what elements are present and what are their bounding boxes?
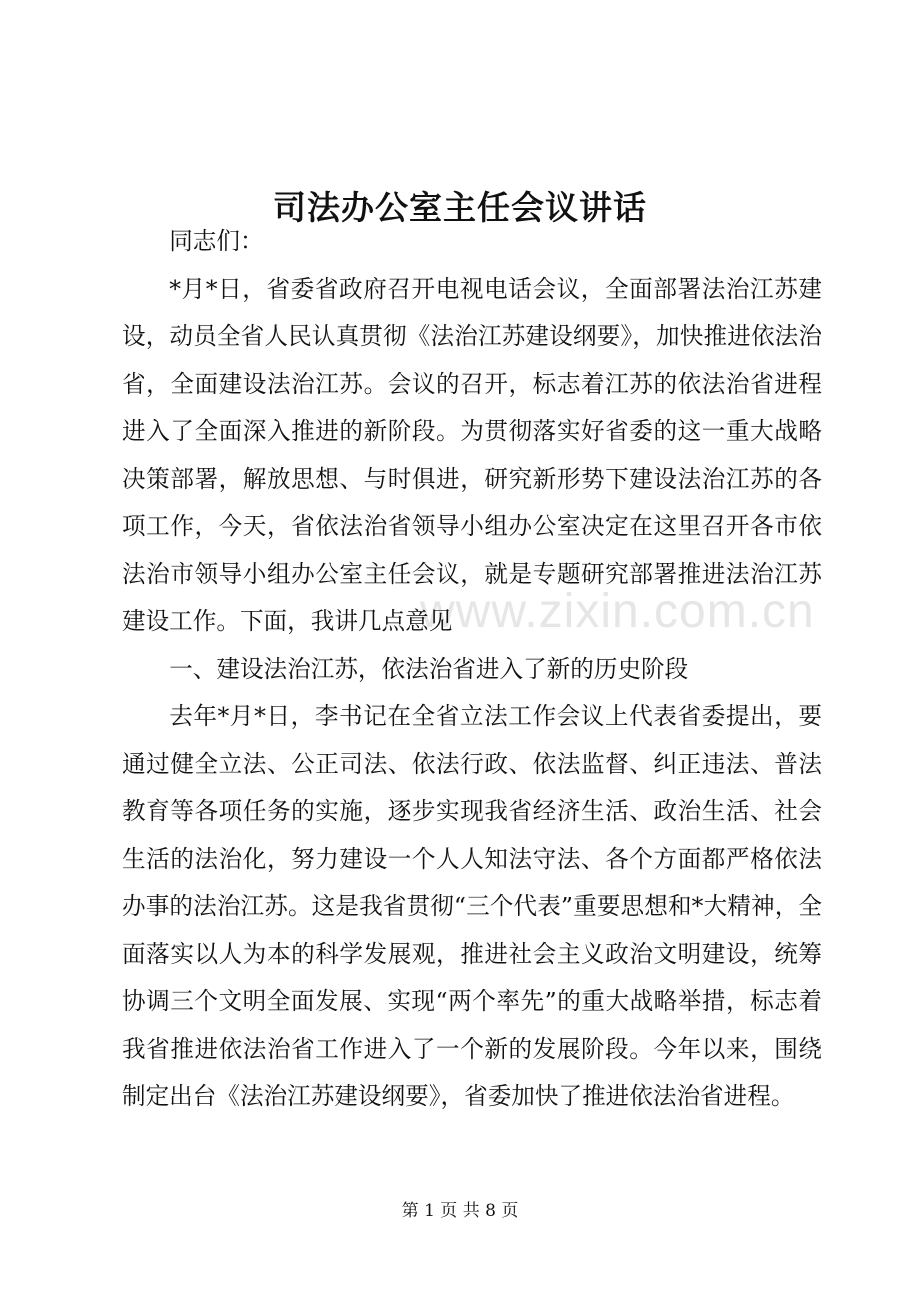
watermark: www.zixin.com.cn <box>420 585 815 638</box>
document-body <box>122 218 822 1121</box>
salutation-paragraph: 同志们： <box>169 227 264 255</box>
document-title: 司法办公室主任会议讲话 <box>273 188 647 228</box>
section-heading: 一、建设法治江苏，依法治省进入了新的历史阶段 <box>169 654 689 683</box>
section-paragraph: 去年*月*日，李书记在全省立法工作会议上代表省委提出，要通过健全立法、公正司法、依法行政、依法监督、纠正违法、普法教育等各项任务的实施，逐步实现我省经济生活、政治生活、社会生活的法治化，努力建设一个人人知法守法、各个方面都严格依法办事的法治江苏。这是我省贯彻“三个代表”重要思想和*大精神，全面落实以人为本的科学发展观，推进社会主义政治文明建设，统筹协调三个文明全面发展、实现“两个率先”的重大战略举措，标志着我省推进依法治省工作进入了一个新的发展阶段。今年以来，围绕制定出台《法治江苏建设纲要》，省委加快了推进依法治省进程。 <box>122 702 822 1110</box>
intro-paragraph: *月*日，省委省政府召开电视电话会议，全面部署法治江苏建设，动员全省人民认真贯彻《法治江苏建设纲要》，加快推进依法治省，全面建设法治江苏。会议的召开，标志着江苏的依法治省进程进入了全面深入推进的新阶段。为贯彻落实好省委的这一重大战略决策部署，解放思想、与时俱进，研究新形势下建设法治江苏的各项工作，今天，省依法治省领导小组办公室决定在这里召开各市依法治市领导小组办公室主任会议，就是专题研究部署推进法治江苏建设工作。下面，我讲几点意见 <box>122 274 822 635</box>
page-footer: 第 1 页 共 8 页 <box>401 1201 519 1221</box>
